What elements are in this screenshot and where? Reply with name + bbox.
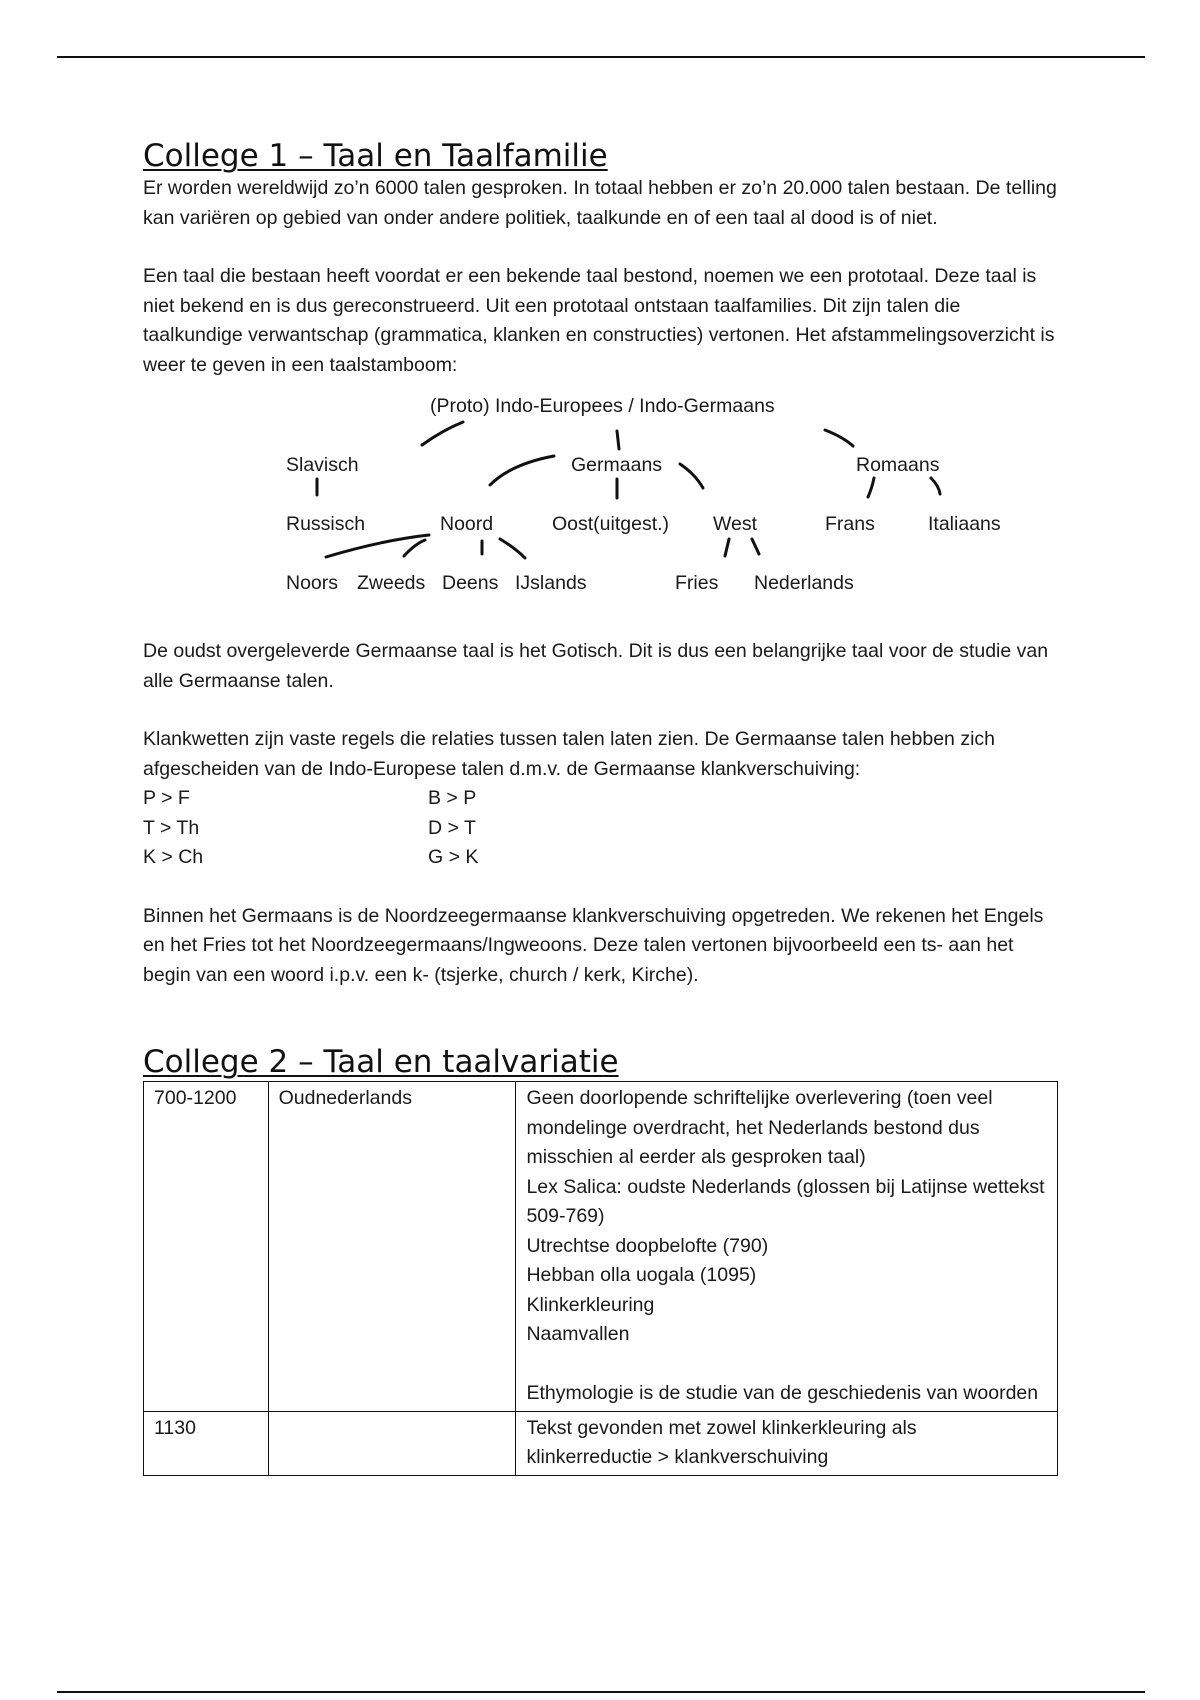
- sound-shift-row: [143, 784, 1063, 814]
- college2-heading: College 2 – Taal en taalvariatie: [143, 1044, 619, 1080]
- table-cell-notes: [516, 1082, 1058, 1412]
- table-cell-name: Oudnederlands: [268, 1082, 516, 1412]
- sound-shift-row: [143, 843, 1063, 873]
- sound-shift-right: D > T: [428, 816, 476, 839]
- college1-paragraph-2: Een taal die bestaan heeft voordat er een bekende taal bestond, noemen we een prototaal. Deze taal is niet bekend en is dus gereconstrueerd. Uit een prototaal ontstaan taalfamilies. Dit zijn talen die taalkundige verwantschap (grammatica, klanken en constructies) vertonen. Het afstammelingsoverzicht is weer te geven in een taalstamboom:: [143, 265, 1055, 376]
- college1-paragraph-1: Er worden wereldwijd zo’n 6000 talen gesproken. In totaal hebben er zo’n 20.000 talen bestaan. De telling kan variëren op gebied van onder andere politiek, taalkunde en of een taal al dood is of niet.: [143, 177, 1057, 229]
- tree-node-slavisch: Slavisch: [286, 454, 359, 476]
- footer-rule: [57, 1691, 1145, 1693]
- note-line: Klinkerkleuring: [526, 1293, 655, 1316]
- sound-shift-list: [143, 784, 1063, 873]
- table-row: [144, 1411, 1058, 1475]
- sound-shift-left: T > Th: [143, 816, 200, 839]
- note-line: Ethymologie is de studie van de geschiedenis van woorden: [526, 1382, 1039, 1404]
- tree-connector-lines: [143, 382, 1063, 622]
- table-row: [144, 1082, 1058, 1412]
- note-line: Hebban olla uogala (1095): [526, 1264, 757, 1286]
- note-line: Tekst gevonden met zowel klinkerkleuring als klinkerreductie > klankverschuiving: [526, 1416, 917, 1468]
- tree-node-root: (Proto) Indo-Europees / Indo-Germaans: [430, 395, 775, 417]
- college1-paragraph-4: Klankwetten zijn vaste regels die relaties tussen talen laten zien. De Germaanse talen hebben zich afgescheiden van de Indo-Europese talen d.m.v. de Germaanse klankverschuiving:: [143, 728, 995, 780]
- tree-node-zweeds: Zweeds: [357, 572, 426, 594]
- table-cell-period: 700-1200: [144, 1082, 269, 1412]
- tree-node-frans: Frans: [825, 513, 875, 535]
- note-spacer: [526, 1350, 1047, 1380]
- sound-shift-row: [143, 814, 1063, 844]
- header-rule: [57, 56, 1145, 58]
- college1-heading: College 1 – Taal en Taalfamilie: [143, 138, 608, 174]
- sound-shift-left: P > F: [143, 787, 190, 809]
- sound-shift-left: K > Ch: [143, 846, 204, 868]
- tree-node-germaans: Germaans: [571, 454, 663, 476]
- language-family-tree: [143, 382, 1063, 622]
- tree-node-ijslands: IJslands: [515, 572, 587, 594]
- tree-node-italiaans: Italiaans: [928, 513, 1001, 535]
- tree-node-oost: Oost(uitgest.): [552, 513, 670, 535]
- tree-node-nederlands: Nederlands: [754, 572, 854, 594]
- college1-paragraph-3: De oudst overgeleverde Germaanse taal is het Gotisch. Dit is dus een belangrijke taal voor de studie van alle Germaanse talen.: [143, 640, 1049, 692]
- tree-node-noors: Noors: [286, 572, 339, 594]
- tree-node-west: West: [713, 513, 758, 535]
- college1-paragraph-5: Binnen het Germaans is de Noordzeegermaanse klankverschuiving opgetreden. We rekenen het Engels en het Fries tot het Noordzeegermaans/Ingweoons. Deze talen vertonen bijvoorbeeld een ts- aan het begin van een woord i.p.v. een k- (tsjerke, church / kerk, Kirche).: [143, 904, 1044, 986]
- note-line: Geen doorlopende schriftelijke overlevering (toen veel mondelinge overdracht, het Nederlands bestond dus misschien al eerder als gesproken taal): [526, 1087, 993, 1168]
- document-body: [143, 138, 1063, 1476]
- note-line: Utrechtse doopbelofte (790): [526, 1234, 769, 1257]
- tree-node-noord: Noord: [440, 513, 494, 535]
- note-line: Naamvallen: [526, 1323, 630, 1345]
- table-cell-name: [268, 1411, 516, 1475]
- note-line: Lex Salica: oudste Nederlands (glossen bij Latijnse wettekst 509-769): [526, 1175, 1045, 1227]
- tree-node-fries: Fries: [675, 572, 719, 594]
- sound-shift-right: G > K: [428, 846, 479, 868]
- table-cell-notes: [516, 1411, 1058, 1475]
- tree-node-russisch: Russisch: [286, 513, 366, 535]
- language-period-table: [143, 1081, 1058, 1476]
- sound-shift-right: B > P: [428, 787, 477, 809]
- table-cell-period: 1130: [144, 1411, 269, 1475]
- tree-node-deens: Deens: [442, 572, 499, 594]
- tree-node-romaans: Romaans: [856, 454, 940, 476]
